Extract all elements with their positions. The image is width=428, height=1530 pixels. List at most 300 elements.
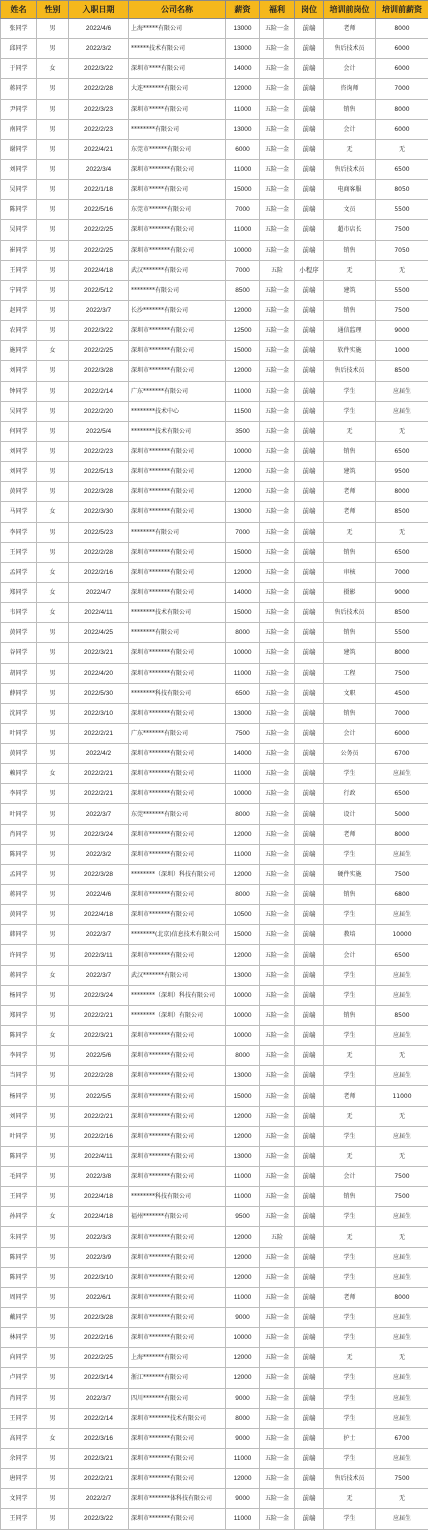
cell-pre-position: 销售 [324, 300, 376, 320]
cell-position: 前端 [295, 39, 324, 59]
cell-pre-salary: 8000 [376, 1287, 428, 1307]
cell-pre-salary: 7500 [376, 300, 428, 320]
cell-salary: 12000 [226, 562, 260, 582]
header-row [1, 1, 428, 19]
cell-company: 深圳市*******有限公司 [129, 703, 226, 723]
cell-company: 深圳市*******有限公司 [129, 1106, 226, 1126]
cell-welfare: 五险一金 [260, 1348, 295, 1368]
cell-pre-position: 审核 [324, 562, 376, 582]
cell-join-date: 2022/3/10 [69, 1267, 129, 1287]
cell-position: 前端 [295, 1287, 324, 1307]
cell-welfare: 五险一金 [260, 603, 295, 623]
cell-position: 前端 [295, 1368, 324, 1388]
header-position: 岗位 [295, 1, 324, 19]
cell-company: ********（深圳）有限公司 [129, 1005, 226, 1025]
cell-pre-salary: 应届生 [376, 1509, 428, 1529]
table-row [1, 905, 428, 925]
cell-pre-position: 学生 [324, 1448, 376, 1468]
cell-position: 前端 [295, 19, 324, 39]
cell-name: 南同学 [1, 119, 37, 139]
cell-welfare: 五险一金 [260, 1267, 295, 1287]
cell-pre-salary: 7500 [376, 220, 428, 240]
cell-pre-position: 老师 [324, 1287, 376, 1307]
cell-pre-position: 无 [324, 522, 376, 542]
table-row [1, 1509, 428, 1529]
cell-position: 前端 [295, 361, 324, 381]
cell-gender: 男 [37, 1106, 69, 1126]
table-row [1, 522, 428, 542]
cell-pre-salary: 应届生 [376, 1207, 428, 1227]
cell-pre-salary: 应届生 [376, 1448, 428, 1468]
cell-position: 前端 [295, 965, 324, 985]
cell-position: 前端 [295, 1086, 324, 1106]
cell-gender: 男 [37, 1227, 69, 1247]
cell-company: 深圳市*******有限公司 [129, 159, 226, 179]
cell-gender: 男 [37, 1368, 69, 1388]
cell-salary: 10000 [226, 1026, 260, 1046]
table-row [1, 300, 428, 320]
cell-welfare: 五险一金 [260, 844, 295, 864]
cell-company: 深圳市*******有限公司 [129, 1086, 226, 1106]
cell-salary: 12000 [226, 1348, 260, 1368]
cell-join-date: 2022/4/18 [69, 1207, 129, 1227]
cell-welfare: 五险一金 [260, 1308, 295, 1328]
cell-welfare: 五险一金 [260, 1187, 295, 1207]
cell-pre-position: 学生 [324, 1267, 376, 1287]
cell-company: 深圳市*******有限公司 [129, 744, 226, 764]
cell-pre-salary: 应届生 [376, 1308, 428, 1328]
table-row [1, 79, 428, 99]
cell-pre-salary: 7000 [376, 79, 428, 99]
cell-position: 前端 [295, 381, 324, 401]
cell-gender: 男 [37, 462, 69, 482]
cell-welfare: 五险一金 [260, 1328, 295, 1348]
cell-welfare: 五险一金 [260, 300, 295, 320]
cell-pre-position: 学生 [324, 1388, 376, 1408]
cell-name: 黄同学 [1, 744, 37, 764]
cell-position: 前端 [295, 1308, 324, 1328]
cell-salary: 8000 [226, 623, 260, 643]
cell-name: 林同学 [1, 1328, 37, 1348]
cell-join-date: 2022/5/16 [69, 200, 129, 220]
cell-welfare: 五险一金 [260, 663, 295, 683]
table-row [1, 1005, 428, 1025]
cell-gender: 女 [37, 502, 69, 522]
cell-join-date: 2022/5/5 [69, 1086, 129, 1106]
cell-pre-salary: 无 [376, 1227, 428, 1247]
cell-gender: 男 [37, 804, 69, 824]
cell-join-date: 2022/4/21 [69, 139, 129, 159]
cell-position: 前端 [295, 1207, 324, 1227]
cell-position: 前端 [295, 683, 324, 703]
cell-company: ********技术有限公司 [129, 421, 226, 441]
cell-name: 李同学 [1, 784, 37, 804]
cell-pre-salary: 应届生 [376, 844, 428, 864]
cell-pre-position: 学生 [324, 401, 376, 421]
cell-salary: 8000 [226, 804, 260, 824]
cell-pre-salary: 6800 [376, 885, 428, 905]
cell-join-date: 2022/3/16 [69, 1428, 129, 1448]
cell-join-date: 2022/2/20 [69, 401, 129, 421]
cell-pre-salary: 6000 [376, 39, 428, 59]
cell-company: 深圳市*******体科技有限公司 [129, 1489, 226, 1509]
cell-pre-salary: 9500 [376, 462, 428, 482]
table-row [1, 663, 428, 683]
cell-salary: 13000 [226, 1146, 260, 1166]
cell-welfare: 五险一金 [260, 885, 295, 905]
cell-pre-salary: 应届生 [376, 1247, 428, 1267]
cell-welfare: 五险一金 [260, 864, 295, 884]
cell-name: 谷同学 [1, 643, 37, 663]
cell-salary: 12000 [226, 1126, 260, 1146]
header-company: 公司名称 [129, 1, 226, 19]
cell-pre-salary: 6500 [376, 945, 428, 965]
table-row [1, 824, 428, 844]
cell-pre-salary: 7500 [376, 1469, 428, 1489]
cell-salary: 14000 [226, 582, 260, 602]
table-row [1, 159, 428, 179]
cell-pre-salary: 6700 [376, 744, 428, 764]
cell-join-date: 2022/2/28 [69, 79, 129, 99]
cell-join-date: 2022/4/20 [69, 663, 129, 683]
cell-pre-position: 建筑 [324, 462, 376, 482]
table-row [1, 139, 428, 159]
cell-salary: 8000 [226, 885, 260, 905]
cell-name: 邱同学 [1, 39, 37, 59]
cell-gender: 女 [37, 1026, 69, 1046]
header-pre-position: 培训前岗位 [324, 1, 376, 19]
cell-salary: 8000 [226, 1046, 260, 1066]
cell-gender: 男 [37, 643, 69, 663]
cell-salary: 12000 [226, 864, 260, 884]
cell-pre-salary: 8000 [376, 99, 428, 119]
cell-salary: 11000 [226, 1167, 260, 1187]
cell-salary: 13000 [226, 119, 260, 139]
cell-company: 大连*******有限公司 [129, 79, 226, 99]
cell-welfare: 五险一金 [260, 401, 295, 421]
cell-gender: 男 [37, 1247, 69, 1267]
cell-salary: 10000 [226, 1328, 260, 1348]
cell-gender: 女 [37, 1428, 69, 1448]
cell-join-date: 2022/2/16 [69, 1328, 129, 1348]
cell-name: 毛同学 [1, 1167, 37, 1187]
cell-name: 尹同学 [1, 99, 37, 119]
table-row [1, 1489, 428, 1509]
cell-welfare: 五险一金 [260, 764, 295, 784]
cell-pre-position: 售后技术员 [324, 39, 376, 59]
cell-join-date: 2022/4/7 [69, 582, 129, 602]
cell-welfare: 五险一金 [260, 39, 295, 59]
cell-welfare: 五险一金 [260, 1207, 295, 1227]
cell-pre-position: 会计 [324, 119, 376, 139]
cell-join-date: 2022/1/18 [69, 180, 129, 200]
cell-gender: 男 [37, 361, 69, 381]
table-row [1, 643, 428, 663]
cell-position: 前端 [295, 1469, 324, 1489]
cell-position: 前端 [295, 1348, 324, 1368]
cell-company: ******技术有限公司 [129, 39, 226, 59]
cell-position: 前端 [295, 119, 324, 139]
cell-pre-position: 无 [324, 1348, 376, 1368]
cell-salary: 10000 [226, 784, 260, 804]
cell-gender: 男 [37, 99, 69, 119]
cell-pre-position: 学生 [324, 1308, 376, 1328]
cell-company: 武汉*******有限公司 [129, 260, 226, 280]
table-row [1, 1247, 428, 1267]
cell-join-date: 2022/3/22 [69, 321, 129, 341]
table-row [1, 19, 428, 39]
cell-salary: 12000 [226, 361, 260, 381]
cell-join-date: 2022/3/7 [69, 965, 129, 985]
table-row [1, 844, 428, 864]
cell-position: 前端 [295, 784, 324, 804]
cell-welfare: 五险一金 [260, 925, 295, 945]
table-row [1, 804, 428, 824]
cell-pre-position: 设计 [324, 804, 376, 824]
table-row [1, 361, 428, 381]
cell-salary: 12000 [226, 1368, 260, 1388]
cell-company: ********（深圳）科技有限公司 [129, 985, 226, 1005]
cell-pre-position: 销售 [324, 623, 376, 643]
cell-welfare: 五险一金 [260, 582, 295, 602]
cell-salary: 9000 [226, 1308, 260, 1328]
cell-pre-position: 建筑 [324, 643, 376, 663]
cell-gender: 男 [37, 300, 69, 320]
cell-welfare: 五险一金 [260, 200, 295, 220]
table-row [1, 1227, 428, 1247]
table-row [1, 1308, 428, 1328]
cell-pre-position: 行政 [324, 784, 376, 804]
cell-company: 上海*******有限公司 [129, 1348, 226, 1368]
cell-welfare: 五险一金 [260, 119, 295, 139]
cell-name: 黄同学 [1, 623, 37, 643]
cell-name: 黄同学 [1, 905, 37, 925]
cell-join-date: 2022/4/25 [69, 623, 129, 643]
cell-pre-salary: 应届生 [376, 381, 428, 401]
cell-position: 前端 [295, 1106, 324, 1126]
cell-position: 前端 [295, 945, 324, 965]
cell-welfare: 五险一金 [260, 1469, 295, 1489]
cell-company: 深圳市*******有限公司 [129, 321, 226, 341]
table-row [1, 864, 428, 884]
cell-pre-salary: 5500 [376, 623, 428, 643]
cell-gender: 男 [37, 1448, 69, 1468]
cell-welfare: 五险一金 [260, 1167, 295, 1187]
cell-welfare: 五险一金 [260, 723, 295, 743]
cell-company: ********科技有限公司 [129, 683, 226, 703]
cell-welfare: 五险一金 [260, 280, 295, 300]
cell-pre-position: 销售 [324, 441, 376, 461]
cell-company: 深圳市*******有限公司 [129, 1167, 226, 1187]
cell-salary: 8000 [226, 1408, 260, 1428]
cell-join-date: 2022/5/30 [69, 683, 129, 703]
cell-join-date: 2022/2/16 [69, 1126, 129, 1146]
cell-name: 陈同学 [1, 1026, 37, 1046]
cell-welfare: 五险 [260, 1227, 295, 1247]
table-row [1, 1328, 428, 1348]
cell-welfare: 五险一金 [260, 1066, 295, 1086]
cell-company: ********技术有限公司 [129, 603, 226, 623]
cell-pre-position: 无 [324, 1106, 376, 1126]
cell-company: 武汉*******有限公司 [129, 965, 226, 985]
table-row [1, 744, 428, 764]
cell-salary: 12500 [226, 321, 260, 341]
cell-name: 肖同学 [1, 824, 37, 844]
cell-company: ********技术中心 [129, 401, 226, 421]
cell-company: 深圳市*******有限公司 [129, 482, 226, 502]
cell-salary: 11000 [226, 663, 260, 683]
table-row [1, 1408, 428, 1428]
cell-gender: 男 [37, 39, 69, 59]
cell-position: 前端 [295, 220, 324, 240]
cell-pre-salary: 8500 [376, 1005, 428, 1025]
cell-salary: 12000 [226, 945, 260, 965]
cell-pre-salary: 7500 [376, 1187, 428, 1207]
cell-join-date: 2022/2/21 [69, 723, 129, 743]
cell-position: 前端 [295, 764, 324, 784]
cell-gender: 男 [37, 280, 69, 300]
cell-position: 前端 [295, 1489, 324, 1509]
cell-position: 前端 [295, 905, 324, 925]
cell-pre-position: 通信监理 [324, 321, 376, 341]
cell-name: 韦同学 [1, 603, 37, 623]
cell-company: 深圳市*******有限公司 [129, 1509, 226, 1529]
cell-name: 陈同学 [1, 1267, 37, 1287]
table-row [1, 99, 428, 119]
cell-company: ********(北京)信息技术有限公司 [129, 925, 226, 945]
cell-join-date: 2022/3/23 [69, 99, 129, 119]
cell-pre-position: 无 [324, 1227, 376, 1247]
cell-welfare: 五险一金 [260, 59, 295, 79]
cell-salary: 12000 [226, 1106, 260, 1126]
cell-join-date: 2022/2/25 [69, 240, 129, 260]
table-row [1, 1046, 428, 1066]
cell-join-date: 2022/3/2 [69, 39, 129, 59]
cell-welfare: 五险一金 [260, 421, 295, 441]
cell-join-date: 2022/4/11 [69, 603, 129, 623]
table-row [1, 764, 428, 784]
cell-salary: 13000 [226, 1066, 260, 1086]
cell-company: 广东*******有限公司 [129, 381, 226, 401]
cell-gender: 男 [37, 1469, 69, 1489]
cell-join-date: 2022/4/18 [69, 905, 129, 925]
cell-gender: 男 [37, 1509, 69, 1529]
cell-company: ********有限公司 [129, 119, 226, 139]
cell-pre-salary: 应届生 [376, 1368, 428, 1388]
cell-company: 深圳市*******有限公司 [129, 764, 226, 784]
cell-pre-position: 销售 [324, 1005, 376, 1025]
cell-position: 前端 [295, 744, 324, 764]
cell-pre-position: 销售 [324, 99, 376, 119]
cell-join-date: 2022/3/21 [69, 643, 129, 663]
cell-pre-position: 老师 [324, 824, 376, 844]
table-row [1, 603, 428, 623]
cell-name: 胡同学 [1, 663, 37, 683]
cell-company: 深圳市*******有限公司 [129, 1308, 226, 1328]
cell-salary: 11000 [226, 99, 260, 119]
cell-salary: 15000 [226, 603, 260, 623]
cell-join-date: 2022/4/2 [69, 744, 129, 764]
cell-salary: 7500 [226, 723, 260, 743]
cell-gender: 男 [37, 784, 69, 804]
cell-position: 前端 [295, 1146, 324, 1166]
cell-join-date: 2022/2/25 [69, 341, 129, 361]
table-row [1, 1146, 428, 1166]
cell-pre-salary: 6700 [376, 1428, 428, 1448]
cell-pre-salary: 6500 [376, 159, 428, 179]
cell-company: 深圳市*******有限公司 [129, 1046, 226, 1066]
cell-position: 前端 [295, 663, 324, 683]
cell-pre-position: 老师 [324, 482, 376, 502]
cell-position: 前端 [295, 502, 324, 522]
cell-pre-position: 学生 [324, 985, 376, 1005]
cell-name: 卢同学 [1, 1368, 37, 1388]
cell-company: 广东*******有限公司 [129, 723, 226, 743]
cell-name: 赵同学 [1, 300, 37, 320]
cell-name: 钟同学 [1, 381, 37, 401]
cell-company: ********有限公司 [129, 623, 226, 643]
table-row [1, 703, 428, 723]
cell-pre-salary: 4500 [376, 683, 428, 703]
cell-company: 东莞*******有限公司 [129, 804, 226, 824]
cell-pre-salary: 6500 [376, 441, 428, 461]
cell-welfare: 五险一金 [260, 441, 295, 461]
table-row [1, 462, 428, 482]
cell-name: 刘同学 [1, 159, 37, 179]
cell-join-date: 2022/3/7 [69, 1388, 129, 1408]
cell-gender: 女 [37, 562, 69, 582]
cell-name: 刘同学 [1, 462, 37, 482]
cell-position: 小程序 [295, 260, 324, 280]
cell-company: 深圳市*******有限公司 [129, 502, 226, 522]
cell-pre-salary: 8000 [376, 482, 428, 502]
cell-gender: 男 [37, 623, 69, 643]
cell-position: 前端 [295, 1267, 324, 1287]
cell-pre-salary: 无 [376, 421, 428, 441]
cell-join-date: 2022/3/10 [69, 703, 129, 723]
cell-join-date: 2022/3/7 [69, 300, 129, 320]
cell-position: 前端 [295, 864, 324, 884]
cell-join-date: 2022/3/22 [69, 1509, 129, 1529]
cell-welfare: 五险一金 [260, 139, 295, 159]
table-row [1, 1187, 428, 1207]
cell-salary: 11000 [226, 1187, 260, 1207]
cell-company: 深圳市*******有限公司 [129, 1448, 226, 1468]
cell-position: 前端 [295, 804, 324, 824]
cell-pre-position: 学生 [324, 1328, 376, 1348]
cell-pre-position: 学生 [324, 1368, 376, 1388]
cell-welfare: 五险一金 [260, 784, 295, 804]
cell-name: 蒋同学 [1, 965, 37, 985]
cell-pre-salary: 无 [376, 522, 428, 542]
cell-company: 四川*******有限公司 [129, 1388, 226, 1408]
cell-company: 深圳市*******有限公司 [129, 1469, 226, 1489]
cell-pre-position: 公务员 [324, 744, 376, 764]
cell-salary: 15000 [226, 925, 260, 945]
cell-pre-salary: 无 [376, 139, 428, 159]
table-row [1, 1026, 428, 1046]
cell-company: 上海*****有限公司 [129, 19, 226, 39]
cell-name: 孟同学 [1, 864, 37, 884]
cell-pre-position: 学生 [324, 1509, 376, 1529]
cell-pre-salary: 1000 [376, 341, 428, 361]
table-row [1, 482, 428, 502]
cell-salary: 9000 [226, 1428, 260, 1448]
cell-name: 陈同学 [1, 1146, 37, 1166]
cell-welfare: 五险一金 [260, 1287, 295, 1307]
cell-join-date: 2022/2/23 [69, 119, 129, 139]
cell-pre-salary: 应届生 [376, 1026, 428, 1046]
